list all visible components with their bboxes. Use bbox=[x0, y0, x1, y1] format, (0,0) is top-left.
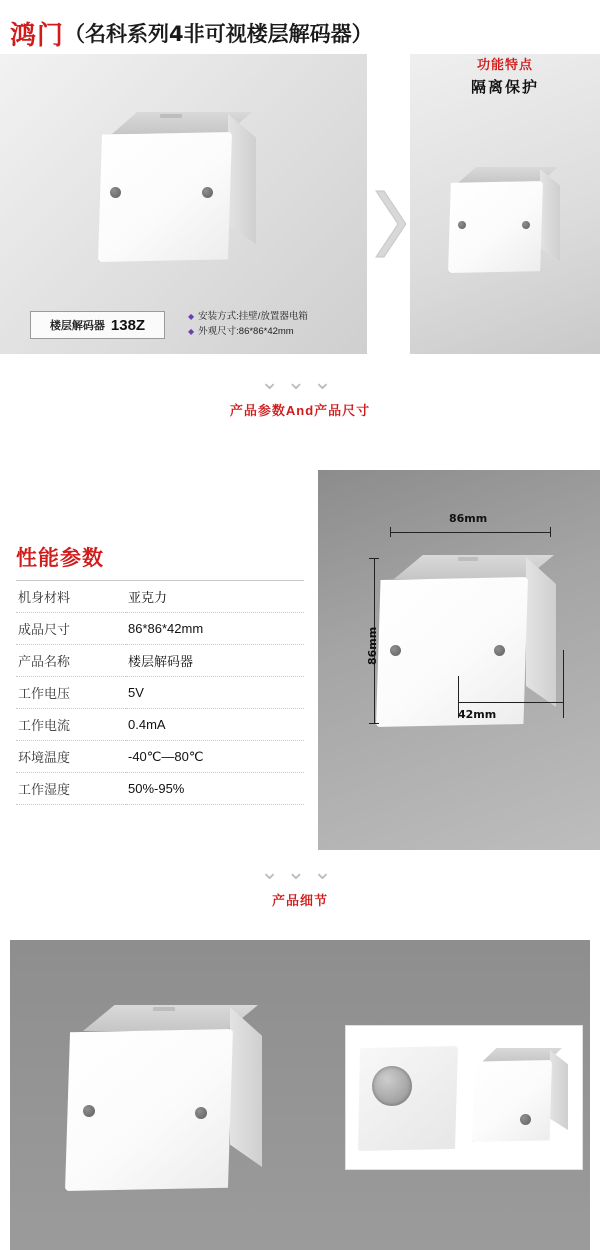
product-label-name: 楼层解码器 bbox=[49, 320, 105, 332]
spec-key: 环境温度 bbox=[18, 750, 71, 765]
device-top-notch-detail bbox=[153, 1007, 175, 1011]
separator-params bbox=[0, 372, 600, 419]
closeup-right-hole bbox=[520, 1114, 531, 1125]
brand-name: 鸿门 bbox=[10, 20, 65, 51]
dim-tick-width-left bbox=[390, 527, 391, 537]
diamond-bullet-icon: ◆ bbox=[188, 312, 195, 321]
dim-label-width: 86mm bbox=[449, 512, 488, 525]
bullet-text: 外观尺寸:86*86*42mm bbox=[198, 326, 294, 337]
spec-section-title: 性能参数 bbox=[16, 547, 104, 570]
device-illustration-dimension bbox=[368, 535, 568, 735]
device-top-notch bbox=[160, 114, 182, 118]
spec-key: 工作湿度 bbox=[18, 782, 71, 797]
device-hole-right-dim bbox=[494, 645, 505, 656]
device-side-face-small bbox=[540, 169, 560, 261]
closeup-right-face bbox=[472, 1060, 552, 1142]
device-illustration-detail bbox=[55, 995, 295, 1215]
table-row bbox=[16, 677, 304, 709]
device-hole-right bbox=[202, 187, 213, 198]
dim-line-width bbox=[390, 532, 550, 533]
spec-value: 50%-95% bbox=[128, 781, 185, 796]
spec-key: 工作电压 bbox=[18, 686, 71, 701]
spec-value: 楼层解码器 bbox=[128, 654, 194, 669]
device-hole-right-detail bbox=[195, 1107, 207, 1119]
bullet-item bbox=[188, 309, 308, 324]
table-row bbox=[16, 581, 304, 613]
spec-key: 工作电流 bbox=[18, 718, 71, 733]
transition-arrow-icon bbox=[372, 189, 406, 259]
dim-tick-height-top bbox=[369, 558, 379, 559]
closeup-left-aperture-icon bbox=[372, 1066, 412, 1106]
device-illustration-main bbox=[90, 84, 270, 274]
spec-bullets bbox=[188, 309, 308, 339]
table-row bbox=[16, 645, 304, 677]
spec-key: 产品名称 bbox=[18, 654, 71, 669]
device-side-face-dim bbox=[526, 557, 556, 707]
spec-value: 5V bbox=[128, 685, 144, 700]
separator-detail bbox=[0, 862, 600, 909]
device-hole-left bbox=[110, 187, 121, 198]
product-label-box bbox=[30, 311, 165, 339]
detail-closeup-card bbox=[345, 1025, 583, 1170]
table-row bbox=[16, 709, 304, 741]
device-hole-left-small bbox=[458, 221, 466, 229]
product-label-code: 138Z bbox=[110, 316, 146, 334]
device-side-face bbox=[228, 114, 256, 244]
detail-right-margin bbox=[590, 940, 600, 1250]
dim-line-depth2 bbox=[563, 650, 564, 718]
closeup-left-face bbox=[358, 1046, 458, 1151]
device-hole-left-detail bbox=[83, 1105, 95, 1117]
feature-title: 功能特点 bbox=[476, 57, 533, 72]
spec-value: 亚克力 bbox=[128, 590, 168, 605]
spec-value: 0.4mA bbox=[128, 717, 166, 732]
device-closeup-right bbox=[464, 1040, 576, 1158]
device-hole-right-small bbox=[522, 221, 530, 229]
spec-value: -40℃—80℃ bbox=[128, 748, 204, 764]
dim-tick-height-bottom bbox=[369, 723, 379, 724]
dim-label-height: 86mm bbox=[366, 626, 379, 665]
device-closeup-left bbox=[354, 1040, 462, 1158]
detail-left-margin bbox=[0, 940, 10, 1250]
spec-value: 86*86*42mm bbox=[128, 621, 204, 636]
page-header bbox=[0, 16, 600, 50]
device-hole-left-dim bbox=[390, 645, 401, 656]
table-row bbox=[16, 741, 304, 773]
chevron-down-icon: ⌄⌄⌄ bbox=[260, 370, 340, 395]
table-row bbox=[16, 773, 304, 805]
detail-section bbox=[0, 940, 600, 1250]
device-illustration-feature bbox=[442, 149, 572, 289]
dim-line-depth-base bbox=[458, 702, 563, 703]
bullet-text: 安装方式:挂壁/放置器电箱 bbox=[198, 311, 308, 322]
spec-key: 机身材料 bbox=[18, 590, 71, 605]
page-title: （名科系列4非可视楼层解码器） bbox=[64, 22, 373, 46]
spec-key: 成品尺寸 bbox=[18, 622, 71, 637]
device-side-face-detail bbox=[230, 1007, 262, 1167]
feature-subtitle: 隔离保护 bbox=[470, 79, 539, 96]
device-top-notch-dim bbox=[458, 557, 478, 561]
diamond-bullet-icon: ◆ bbox=[188, 327, 195, 336]
separator-params-label: 产品参数And产品尺寸 bbox=[229, 403, 371, 418]
separator-detail-label: 产品细节 bbox=[271, 893, 328, 908]
spec-section bbox=[0, 470, 600, 850]
bullet-item bbox=[188, 324, 308, 339]
spec-table bbox=[16, 580, 304, 805]
dim-label-depth: 42mm bbox=[458, 708, 497, 721]
hero-band bbox=[0, 54, 600, 354]
table-row bbox=[16, 613, 304, 645]
dim-tick-width-right bbox=[550, 527, 551, 537]
closeup-right-side bbox=[550, 1050, 568, 1130]
dimension-panel bbox=[318, 470, 600, 850]
chevron-down-icon: ⌄⌄⌄ bbox=[260, 860, 340, 885]
